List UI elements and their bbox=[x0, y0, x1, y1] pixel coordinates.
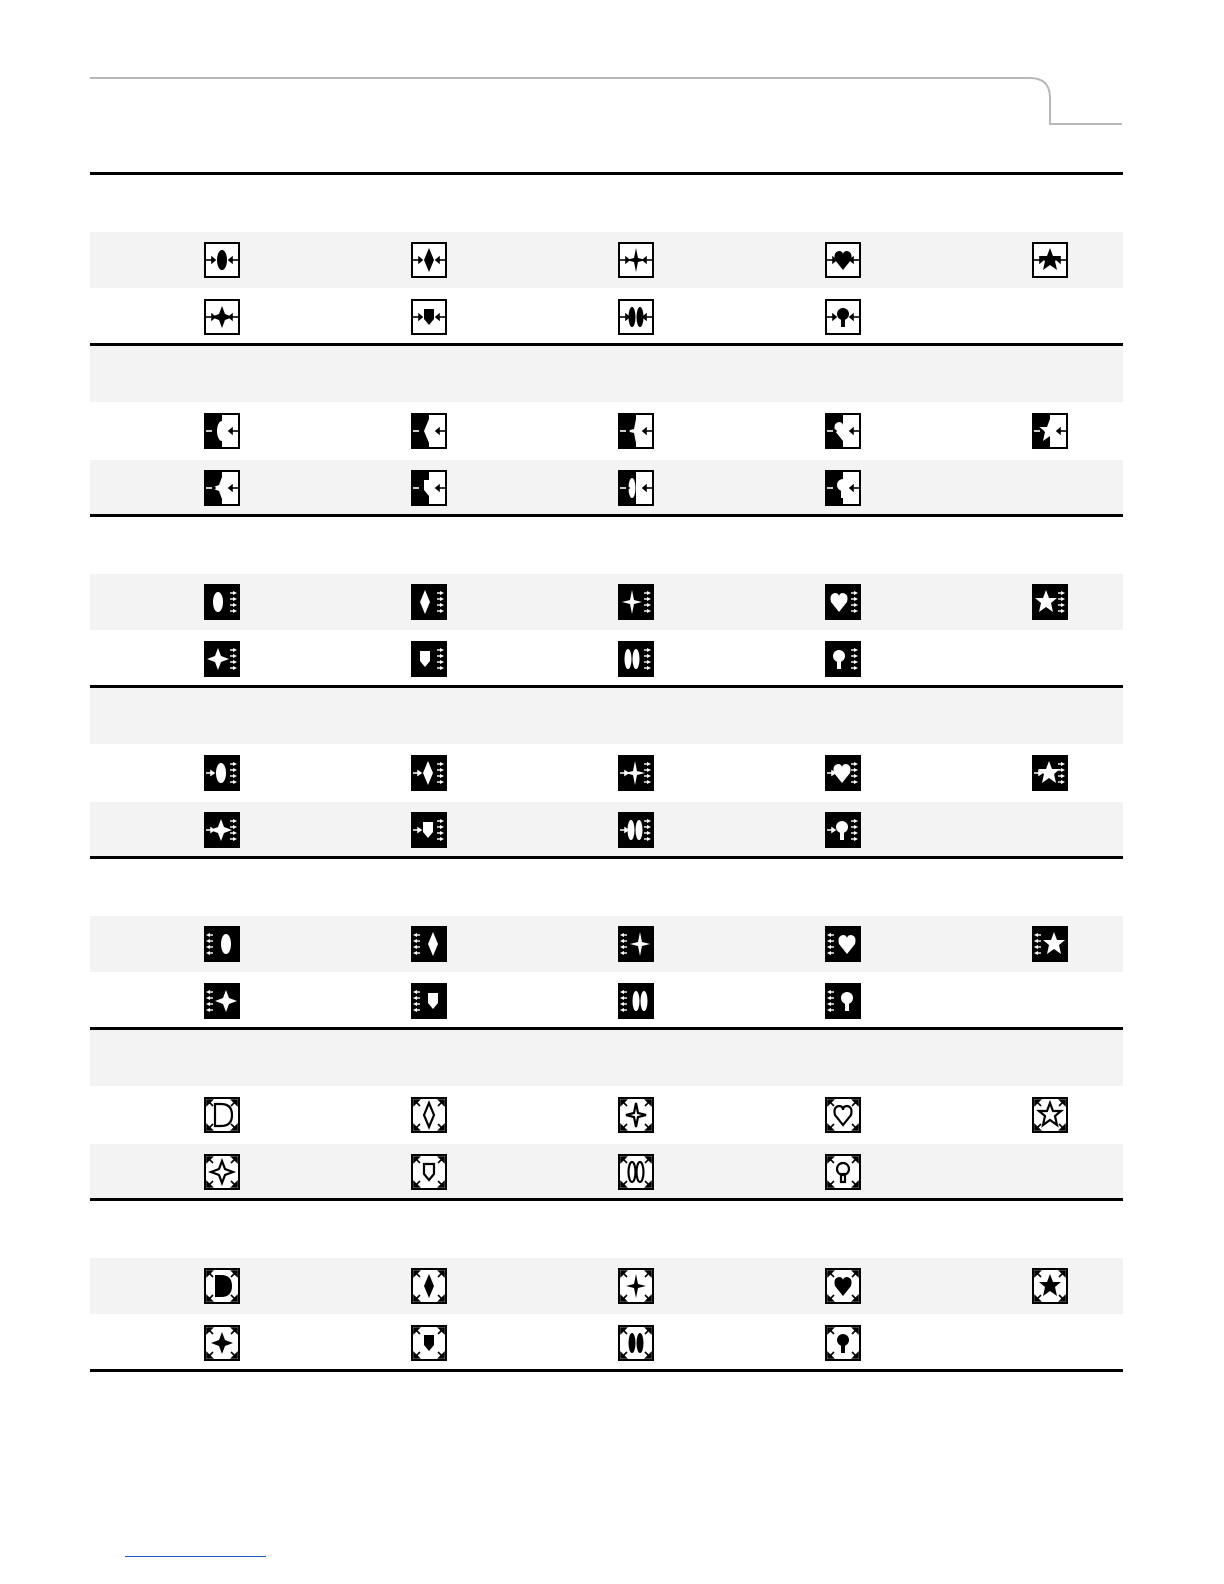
d-shape-icon bbox=[204, 1268, 240, 1304]
heart-icon bbox=[825, 1097, 861, 1133]
footer-link-underline bbox=[125, 1556, 266, 1557]
lens-icon bbox=[204, 755, 240, 791]
glyph-row bbox=[90, 232, 1123, 288]
lens-icon bbox=[204, 926, 240, 962]
group-divider bbox=[90, 514, 1123, 517]
four-point-star-icon bbox=[618, 1097, 654, 1133]
star-icon bbox=[1032, 1268, 1068, 1304]
glyph-row bbox=[90, 1315, 1123, 1371]
group-divider bbox=[90, 1198, 1123, 1201]
diamond-icon bbox=[411, 413, 447, 449]
cross-star-icon bbox=[204, 1325, 240, 1361]
bulb-icon bbox=[825, 983, 861, 1019]
cross-star-icon bbox=[204, 812, 240, 848]
double-lens-icon bbox=[618, 983, 654, 1019]
bulb-icon bbox=[825, 812, 861, 848]
star-icon bbox=[1032, 413, 1068, 449]
header-tab-outline bbox=[0, 0, 1224, 140]
glyph-row bbox=[90, 289, 1123, 345]
four-point-star-icon bbox=[618, 755, 654, 791]
diamond-icon bbox=[411, 242, 447, 278]
bulb-icon bbox=[825, 470, 861, 506]
star-icon bbox=[1032, 584, 1068, 620]
cross-star-icon bbox=[204, 470, 240, 506]
shield-icon bbox=[411, 641, 447, 677]
cross-star-icon bbox=[204, 299, 240, 335]
bulb-icon bbox=[825, 299, 861, 335]
star-icon bbox=[1032, 926, 1068, 962]
shield-icon bbox=[411, 812, 447, 848]
bulb-icon bbox=[825, 1325, 861, 1361]
glyph-row bbox=[90, 631, 1123, 687]
heart-icon bbox=[825, 755, 861, 791]
four-point-star-icon bbox=[618, 1268, 654, 1304]
glyph-row bbox=[90, 802, 1123, 858]
glyph-row bbox=[90, 745, 1123, 801]
cross-star-icon bbox=[204, 641, 240, 677]
glyph-row bbox=[90, 403, 1123, 459]
group-divider bbox=[90, 172, 1123, 175]
table-bottom-rule bbox=[90, 1369, 1123, 1372]
group-divider bbox=[90, 856, 1123, 859]
star-icon bbox=[1032, 755, 1068, 791]
lens-icon bbox=[204, 242, 240, 278]
group-header-band bbox=[90, 688, 1123, 744]
double-lens-icon bbox=[618, 470, 654, 506]
four-point-star-icon bbox=[618, 413, 654, 449]
diamond-icon bbox=[411, 755, 447, 791]
glyph-row bbox=[90, 916, 1123, 972]
shield-icon bbox=[411, 299, 447, 335]
shield-icon bbox=[411, 1325, 447, 1361]
glyph-row bbox=[90, 460, 1123, 516]
group-header-band bbox=[90, 1030, 1123, 1086]
bulb-icon bbox=[825, 1154, 861, 1190]
double-lens-icon bbox=[618, 299, 654, 335]
shield-icon bbox=[411, 1154, 447, 1190]
lens-icon bbox=[204, 584, 240, 620]
glyph-row bbox=[90, 973, 1123, 1029]
diamond-icon bbox=[411, 1097, 447, 1133]
shield-icon bbox=[411, 983, 447, 1019]
cross-star-icon bbox=[204, 983, 240, 1019]
heart-icon bbox=[825, 413, 861, 449]
double-lens-icon bbox=[618, 1325, 654, 1361]
diamond-icon bbox=[411, 1268, 447, 1304]
star-icon bbox=[1032, 1097, 1068, 1133]
double-lens-icon bbox=[618, 1154, 654, 1190]
glyph-row bbox=[90, 1087, 1123, 1143]
star-icon bbox=[1032, 242, 1068, 278]
heart-icon bbox=[825, 242, 861, 278]
heart-icon bbox=[825, 926, 861, 962]
glyph-row bbox=[90, 574, 1123, 630]
heart-icon bbox=[825, 1268, 861, 1304]
double-lens-icon bbox=[618, 641, 654, 677]
double-lens-icon bbox=[618, 812, 654, 848]
cross-star-icon bbox=[204, 1154, 240, 1190]
lens-icon bbox=[204, 413, 240, 449]
four-point-star-icon bbox=[618, 242, 654, 278]
heart-icon bbox=[825, 584, 861, 620]
shield-icon bbox=[411, 470, 447, 506]
d-shape-icon bbox=[204, 1097, 240, 1133]
bulb-icon bbox=[825, 641, 861, 677]
diamond-icon bbox=[411, 584, 447, 620]
glyph-row bbox=[90, 1258, 1123, 1314]
four-point-star-icon bbox=[618, 926, 654, 962]
diamond-icon bbox=[411, 926, 447, 962]
four-point-star-icon bbox=[618, 584, 654, 620]
glyph-row bbox=[90, 1144, 1123, 1200]
group-header-band bbox=[90, 346, 1123, 402]
